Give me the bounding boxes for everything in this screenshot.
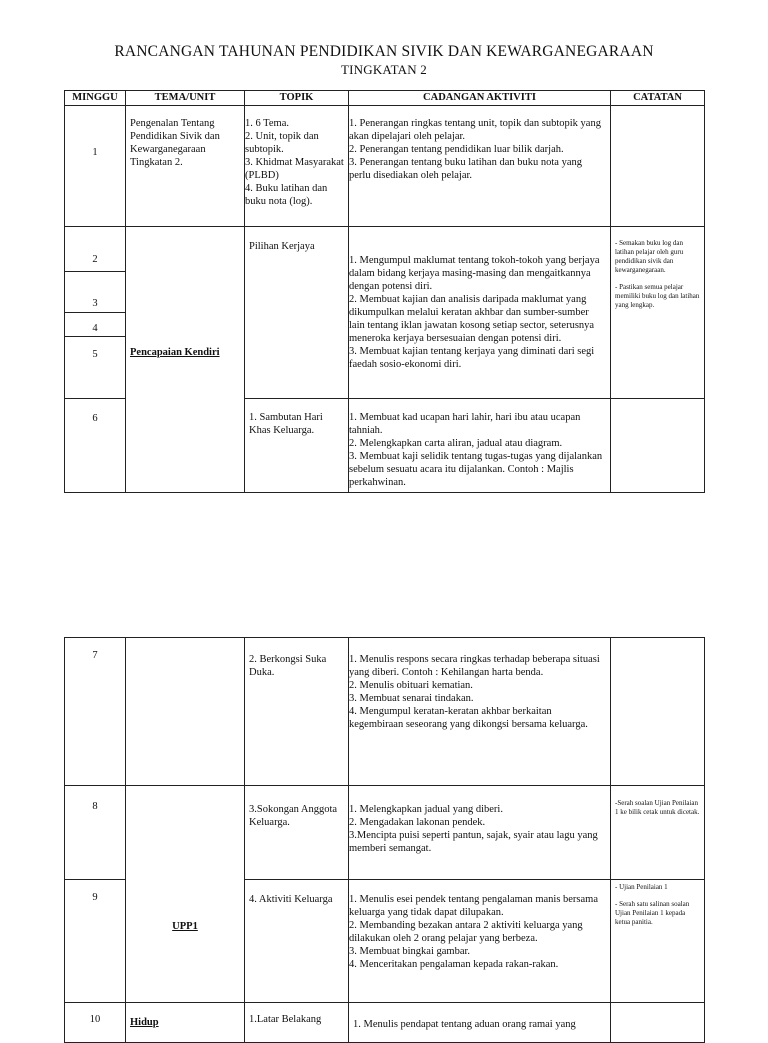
list-item: 2. Membanding bezakan antara 2 aktiviti keluarga yang dilakukan oleh 2 orang pelajar yang berbeza. [349, 920, 583, 944]
table-row [65, 106, 705, 227]
note-line: -Serah soalan Ujian Penilaian 1 ke bilik cetak untuk dicetak. [615, 799, 700, 816]
topic-text: 3.Sokongan Anggota Keluarga. [249, 804, 338, 828]
list-item: 4. Mengumpul keratan-keratan akhbar berkaitan kegembiraan seseorang yang dikongsi bersama keluarga. [349, 706, 588, 730]
header-catatan: CATATAN [611, 91, 705, 106]
plan-table-page-1 [64, 90, 705, 493]
note-text [611, 880, 704, 927]
note-text [611, 786, 704, 817]
list-item: 2. Menulis obituari kematian. [349, 680, 473, 691]
table-row [65, 786, 705, 880]
topic-text: 1. Sambutan Hari Khas Keluarga. [249, 412, 323, 436]
week-number: 6 [92, 413, 98, 424]
week-cell [65, 880, 126, 1003]
topic-text: 4. Aktiviti Keluarga [249, 894, 333, 905]
list-item: 2. Membuat kajian dan analisis daripada maklumat yang dikumpulkan melalui keratan akhbar dan sumber-sumber lain tentang iklan jawatan kosong setiap sector, seterusnya meneroka kerjaya bersesuaian dengan potensi diri. [349, 294, 595, 344]
week-number: 9 [92, 892, 98, 903]
note-text [611, 227, 704, 310]
note-cell [611, 106, 705, 227]
topic-text: 1.Latar Belakang [249, 1014, 322, 1025]
week-cell [65, 1003, 126, 1043]
activity-cell [349, 1003, 611, 1043]
week-cell [65, 786, 126, 880]
note-cell [611, 1003, 705, 1043]
topic-text: 2. Berkongsi Suka Duka. [249, 654, 327, 678]
activity-cell [349, 399, 611, 493]
activity-cell [349, 786, 611, 880]
week-number: 8 [92, 801, 98, 812]
list-item: 1. Membuat kad ucapan hari lahir, hari ibu atau ucapan tahniah. [349, 412, 581, 436]
theme-text: Pencapaian Kendiri [130, 347, 220, 358]
topic-cell [245, 638, 349, 786]
table-header-row [65, 91, 705, 106]
activity-cell [349, 880, 611, 1003]
table-row [65, 1003, 705, 1043]
week-cell [65, 227, 126, 399]
list-item: 1. Mengumpul maklumat tentang tokoh-tokoh yang berjaya dalam bidang kerjaya masing-masing dan mengaitkannya dengan potensi diri. [349, 255, 600, 292]
list-item: 3. Membuat kajian tentang kerjaya yang diminati dari segi faedah sosio-ekonomi diri. [349, 346, 595, 370]
activity-list [349, 399, 610, 489]
week-cell [65, 399, 126, 493]
activity-list [349, 638, 610, 731]
list-item: 2. Penerangan tentang pendidikan luar bilik darjah. [349, 144, 564, 155]
list-item: 3. Membuat senarai tindakan. [349, 693, 474, 704]
theme-text: UPP1 [172, 921, 198, 932]
topic-list [245, 106, 348, 208]
week-number: 3 [92, 298, 98, 309]
list-item: 3. Khidmat Masyarakat (PLBD) [245, 157, 344, 181]
list-item: 3.Mencipta puisi seperti pantun, sajak, syair atau lagu yang memberi semangat. [349, 830, 598, 854]
header-topik: TOPIK [245, 91, 349, 106]
theme-cell [126, 106, 245, 227]
table-row [65, 227, 705, 399]
week-cell [65, 106, 126, 227]
activity-list [349, 786, 610, 855]
document-subtitle: TINGKATAN 2 [340, 62, 427, 77]
note-cell [611, 786, 705, 880]
plan-table-page-2 [64, 637, 705, 1043]
week-number: 10 [89, 1014, 101, 1025]
theme-cell [126, 786, 245, 1003]
theme-text: Pengenalan Tentang Pendidikan Sivik dan Kewarganegaraan Tingkatan 2. [130, 118, 220, 168]
week-number: 7 [92, 650, 98, 661]
topic-cell [245, 399, 349, 493]
note-line: - Ujian Penilaian 1 [615, 883, 668, 891]
activity-cell [349, 227, 611, 399]
list-item: 4. Buku latihan dan buku nota (log). [245, 183, 328, 207]
topic-cell [245, 1003, 349, 1043]
week-number: 4 [92, 323, 98, 334]
theme-cell [126, 1003, 245, 1043]
list-item: 4. Menceritakan pengalaman kepada rakan-rakan. [349, 959, 559, 970]
week-number: 1 [92, 147, 98, 158]
theme-cell [126, 227, 245, 493]
header-tema-unit: TEMA/UNIT [126, 91, 245, 106]
note-cell [611, 227, 705, 399]
topic-cell [245, 786, 349, 880]
list-item: 3. Penerangan tentang buku latihan dan buku nota yang perlu disediakan oleh pelajar. [349, 157, 582, 181]
list-item: 2. Unit, topik dan subtopik. [245, 131, 319, 155]
document-title: RANCANGAN TAHUNAN PENDIDIKAN SIVIK DAN KEWARGANEGARAAN [114, 43, 654, 60]
theme-cell [126, 638, 245, 786]
header-cadangan-aktiviti: CADANGAN AKTIVITI [349, 91, 611, 106]
note-line: - Semakan buku log dan latihan pelajar oleh guru pendidikan sivik dan kewarganegaraan. [615, 239, 684, 274]
list-item: 1. Menulis respons secara ringkas terhadap beberapa situasi yang diberi. Contoh : Kehilangan harta benda. [349, 654, 600, 678]
activity-cell [349, 638, 611, 786]
header-minggu: MINGGU [65, 91, 126, 106]
list-item: 1. 6 Tema. [245, 118, 289, 129]
note-cell [611, 638, 705, 786]
theme-text: Hidup [130, 1017, 159, 1028]
week-cell [65, 638, 126, 786]
week-number: 2 [92, 254, 98, 265]
topic-cell [245, 227, 349, 399]
activity-text: 1. Menulis pendapat tentang aduan orang ramai yang [353, 1019, 576, 1030]
note-cell [611, 399, 705, 493]
note-line: - Pastikan semua pelajar memiliki buku log dan latihan yang lengkap. [615, 283, 700, 309]
topic-cell [245, 106, 349, 227]
list-item: 2. Melengkapkan carta aliran, jadual atau diagram. [349, 438, 563, 449]
week-number: 5 [92, 349, 98, 360]
note-cell [611, 880, 705, 1003]
table-row [65, 638, 705, 786]
list-item: 1. Menulis esei pendek tentang pengalaman manis bersama keluarga yang tidak dapat dilupakan. [349, 894, 599, 918]
activity-list [349, 227, 610, 371]
list-item: 3. Membuat bingkai gambar. [349, 946, 471, 957]
topic-cell [245, 880, 349, 1003]
list-item: 1. Melengkapkan jadual yang diberi. [349, 804, 503, 815]
activity-list [349, 106, 610, 182]
note-line: - Serah satu salinan soalan Ujian Penilaian 1 kepada ketua panitia. [615, 900, 690, 926]
activity-list [349, 880, 610, 971]
list-item: 1. Penerangan ringkas tentang unit, topik dan subtopik yang akan dipelajari oleh pelajar. [349, 118, 601, 142]
list-item: 3. Membuat kaji selidik tentang tugas-tugas yang dijalankan sebelum sesuatu acara itu dijalankan. Contoh : Majlis perkahwinan. [349, 451, 603, 488]
list-item: 2. Mengadakan lakonan pendek. [349, 817, 486, 828]
topic-text: Pilihan Kerjaya [249, 241, 315, 252]
activity-cell [349, 106, 611, 227]
